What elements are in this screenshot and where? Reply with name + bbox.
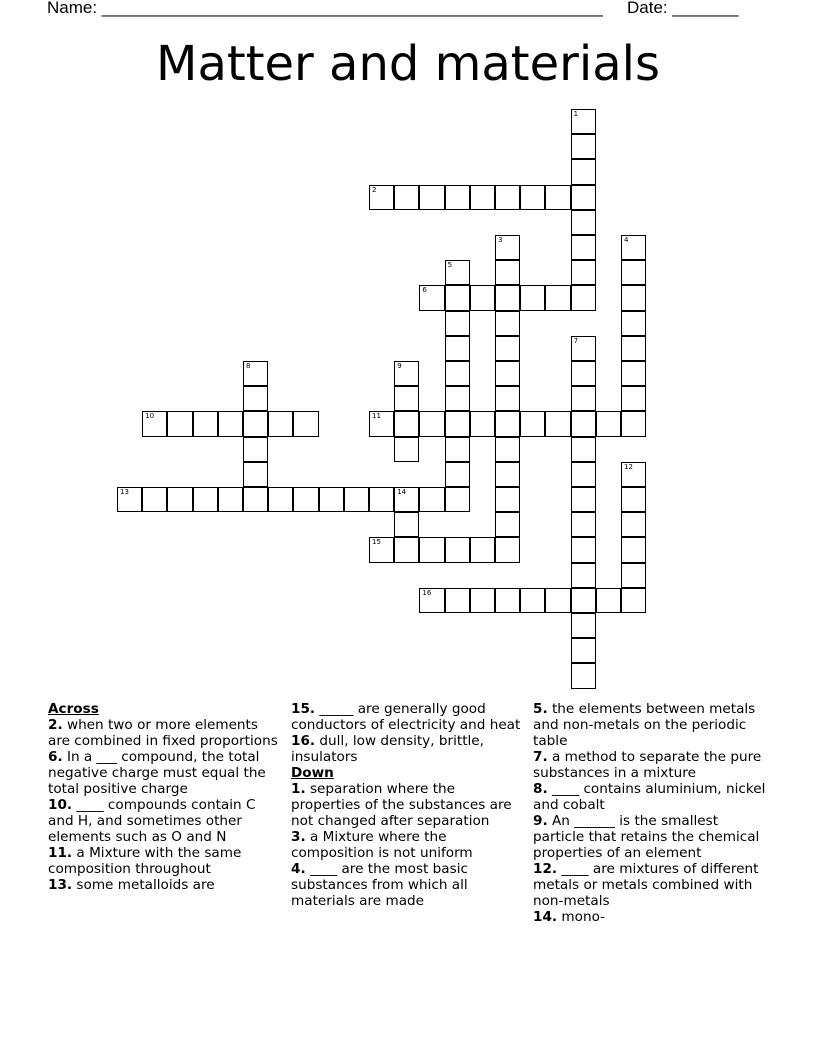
grid-cell[interactable] bbox=[319, 487, 344, 512]
clue-number: 8 bbox=[246, 362, 251, 370]
grid-cell[interactable] bbox=[394, 386, 419, 411]
grid-cell[interactable] bbox=[243, 411, 268, 436]
grid-cell[interactable] bbox=[520, 285, 545, 310]
clue-text: In a ___ compound, the total negative charge must equal the total positive charge bbox=[48, 749, 266, 797]
grid-cell[interactable] bbox=[369, 537, 394, 562]
grid-cell[interactable] bbox=[621, 462, 646, 487]
clue-text: _____ are generally good conductors of electricity and heat bbox=[291, 701, 521, 733]
across-clue bbox=[48, 877, 284, 893]
grid-cell[interactable] bbox=[394, 411, 419, 436]
grid-cell[interactable] bbox=[369, 185, 394, 210]
clue-number: 7. bbox=[533, 749, 548, 765]
clue-number: 10. bbox=[48, 797, 73, 813]
grid-cell[interactable] bbox=[621, 336, 646, 361]
grid-cell[interactable] bbox=[571, 361, 596, 386]
clue-number: 4. bbox=[291, 861, 306, 877]
grid-cell[interactable] bbox=[621, 411, 646, 436]
clue-number: 1. bbox=[291, 781, 306, 797]
clue-number: 5 bbox=[447, 261, 453, 270]
grid-cell[interactable] bbox=[445, 361, 470, 386]
grid-cell[interactable] bbox=[571, 386, 596, 411]
grid-cell[interactable] bbox=[621, 563, 646, 588]
clue-text: ____ compounds contain C and H, and sometimes other elements such as O and N bbox=[48, 797, 256, 845]
grid-cell[interactable] bbox=[621, 285, 646, 310]
clue-number: 9. bbox=[533, 813, 548, 829]
grid-cell[interactable] bbox=[495, 386, 520, 411]
grid-cell[interactable] bbox=[520, 411, 545, 436]
grid-cell[interactable] bbox=[445, 588, 470, 613]
across-clue bbox=[291, 733, 523, 765]
clues-column-1 bbox=[48, 701, 284, 893]
clue-text: some metalloids are bbox=[72, 877, 215, 893]
grid-cell[interactable] bbox=[571, 235, 596, 260]
across-clue bbox=[48, 717, 284, 749]
grid-cell[interactable] bbox=[571, 613, 596, 638]
across-clue bbox=[48, 749, 284, 797]
name-field-label: Name: _____________________________________________________ bbox=[47, 0, 603, 17]
grid-cell[interactable] bbox=[394, 361, 419, 386]
grid-cell[interactable] bbox=[193, 487, 218, 512]
grid-cell[interactable] bbox=[571, 109, 596, 134]
down-heading: Down bbox=[291, 765, 334, 781]
grid-cell[interactable] bbox=[243, 437, 268, 462]
grid-cell[interactable] bbox=[495, 437, 520, 462]
clue-number: 2 bbox=[372, 185, 377, 194]
grid-cell[interactable] bbox=[445, 462, 470, 487]
grid-cell[interactable] bbox=[545, 411, 570, 436]
grid-cell[interactable] bbox=[621, 512, 646, 537]
grid-cell[interactable] bbox=[621, 361, 646, 386]
grid-cell[interactable] bbox=[445, 437, 470, 462]
clue-number: 16. bbox=[291, 733, 316, 749]
grid-cell[interactable] bbox=[470, 185, 495, 210]
clue-number: 7 bbox=[573, 336, 579, 345]
grid-cell[interactable] bbox=[495, 462, 520, 487]
down-clue bbox=[533, 909, 769, 925]
grid-cell[interactable] bbox=[268, 487, 293, 512]
grid-cell[interactable] bbox=[193, 411, 218, 436]
grid-cell[interactable] bbox=[142, 487, 167, 512]
grid-cell[interactable] bbox=[167, 411, 192, 436]
grid-cell[interactable] bbox=[445, 185, 470, 210]
grid-cell[interactable] bbox=[394, 185, 419, 210]
down-clue bbox=[291, 829, 523, 861]
grid-cell[interactable] bbox=[571, 563, 596, 588]
clue-number: 3. bbox=[291, 829, 306, 845]
grid-cell[interactable] bbox=[571, 512, 596, 537]
grid-cell[interactable] bbox=[571, 210, 596, 235]
clue-text: the elements between metals and non-metals on the periodic table bbox=[533, 701, 756, 749]
grid-cell[interactable] bbox=[571, 462, 596, 487]
down-clue bbox=[533, 749, 769, 781]
grid-cell[interactable] bbox=[445, 487, 470, 512]
grid-cell[interactable] bbox=[243, 361, 268, 386]
grid-cell[interactable] bbox=[621, 487, 646, 512]
clue-number: 3 bbox=[498, 236, 503, 244]
clue-text: when two or more elements are combined in fixed proportions bbox=[48, 717, 278, 749]
date-field-label: Date: _______ bbox=[627, 0, 739, 17]
grid-cell[interactable] bbox=[545, 588, 570, 613]
clue-text: mono- bbox=[557, 909, 606, 925]
down-clue bbox=[533, 781, 769, 813]
grid-cell[interactable] bbox=[571, 411, 596, 436]
grid-cell[interactable] bbox=[268, 411, 293, 436]
grid-cell[interactable] bbox=[571, 159, 596, 184]
grid-cell[interactable] bbox=[218, 487, 243, 512]
grid-cell[interactable] bbox=[394, 512, 419, 537]
grid-cell[interactable] bbox=[394, 487, 419, 512]
clue-text: An ______ is the smallest particle that retains the chemical properties of an element bbox=[533, 813, 760, 861]
clue-number: 6. bbox=[48, 749, 63, 765]
grid-cell[interactable] bbox=[445, 311, 470, 336]
grid-cell[interactable] bbox=[243, 487, 268, 512]
clue-text: ____ are the most basic substances from which all materials are made bbox=[291, 861, 468, 909]
grid-cell[interactable] bbox=[419, 588, 444, 613]
grid-cell[interactable] bbox=[571, 663, 596, 688]
grid-cell[interactable] bbox=[571, 638, 596, 663]
grid-cell[interactable] bbox=[495, 411, 520, 436]
grid-cell[interactable] bbox=[419, 487, 444, 512]
grid-cell[interactable] bbox=[495, 537, 520, 562]
across-clue bbox=[48, 845, 284, 877]
clue-text: ____ are mixtures of different metals or metals combined with non-metals bbox=[533, 861, 759, 909]
clue-number: 13. bbox=[48, 877, 73, 893]
grid-cell[interactable] bbox=[293, 411, 318, 436]
grid-cell[interactable] bbox=[445, 285, 470, 310]
grid-cell[interactable] bbox=[596, 411, 621, 436]
clue-number: 10 bbox=[145, 412, 155, 421]
clue-number: 14. bbox=[533, 909, 558, 925]
grid-cell[interactable] bbox=[571, 588, 596, 613]
grid-cell[interactable] bbox=[142, 411, 167, 436]
grid-cell[interactable] bbox=[596, 588, 621, 613]
clue-number: 9 bbox=[397, 362, 402, 370]
clue-text: separation where the properties of the substances are not changed after separation bbox=[291, 781, 512, 829]
grid-cell[interactable] bbox=[495, 512, 520, 537]
grid-cell[interactable] bbox=[621, 235, 646, 260]
across-clue bbox=[48, 797, 284, 845]
grid-cell[interactable] bbox=[495, 361, 520, 386]
grid-cell[interactable] bbox=[495, 185, 520, 210]
down-clue bbox=[291, 861, 523, 909]
grid-cell[interactable] bbox=[419, 411, 444, 436]
grid-cell[interactable] bbox=[470, 411, 495, 436]
grid-cell[interactable] bbox=[117, 487, 142, 512]
clue-number: 13 bbox=[120, 488, 129, 496]
grid-cell[interactable] bbox=[571, 185, 596, 210]
grid-cell[interactable] bbox=[621, 537, 646, 562]
grid-cell[interactable] bbox=[495, 285, 520, 310]
grid-cell[interactable] bbox=[571, 134, 596, 159]
grid-cell[interactable] bbox=[545, 285, 570, 310]
across-clue bbox=[291, 701, 523, 733]
grid-cell[interactable] bbox=[520, 588, 545, 613]
grid-cell[interactable] bbox=[394, 537, 419, 562]
grid-cell[interactable] bbox=[621, 260, 646, 285]
grid-cell[interactable] bbox=[419, 285, 444, 310]
grid-cell[interactable] bbox=[495, 260, 520, 285]
grid-cell[interactable] bbox=[243, 462, 268, 487]
grid-cell[interactable] bbox=[445, 386, 470, 411]
grid-cell[interactable] bbox=[394, 437, 419, 462]
clue-number: 8. bbox=[533, 781, 548, 797]
clue-number: 15. bbox=[291, 701, 316, 717]
down-clue bbox=[533, 861, 769, 909]
clue-number: 4 bbox=[624, 236, 629, 244]
clue-number: 5. bbox=[533, 701, 548, 717]
clue-text: ____ contains aluminium, nickel and cobalt bbox=[533, 781, 766, 813]
clue-number: 16 bbox=[422, 588, 432, 597]
clue-number: 12 bbox=[624, 462, 633, 471]
grid-cell[interactable] bbox=[369, 411, 394, 436]
grid-cell[interactable] bbox=[495, 588, 520, 613]
grid-cell[interactable] bbox=[470, 588, 495, 613]
grid-cell[interactable] bbox=[419, 537, 444, 562]
clue-number: 12. bbox=[533, 861, 558, 877]
grid-cell[interactable] bbox=[621, 311, 646, 336]
grid-cell[interactable] bbox=[571, 437, 596, 462]
grid-cell[interactable] bbox=[293, 487, 318, 512]
clue-text: a Mixture where the composition is not uniform bbox=[291, 829, 473, 861]
grid-cell[interactable] bbox=[571, 537, 596, 562]
grid-cell[interactable] bbox=[470, 285, 495, 310]
grid-cell[interactable] bbox=[218, 411, 243, 436]
clue-number: 6 bbox=[422, 286, 427, 295]
clue-number: 11 bbox=[372, 412, 381, 421]
grid-cell[interactable] bbox=[419, 185, 444, 210]
grid-cell[interactable] bbox=[495, 311, 520, 336]
clue-number: 15 bbox=[372, 538, 381, 547]
grid-cell[interactable] bbox=[520, 185, 545, 210]
clue-text: a method to separate the pure substances in a mixture bbox=[533, 749, 762, 781]
clue-number: 11. bbox=[48, 845, 73, 861]
page-title: Matter and materials bbox=[156, 36, 660, 92]
grid-cell[interactable] bbox=[571, 487, 596, 512]
grid-cell[interactable] bbox=[445, 537, 470, 562]
clue-text: dull, low density, brittle, insulators bbox=[291, 733, 484, 765]
grid-cell[interactable] bbox=[621, 386, 646, 411]
grid-cell[interactable] bbox=[167, 487, 192, 512]
grid-cell[interactable] bbox=[495, 336, 520, 361]
down-clue bbox=[533, 701, 769, 749]
grid-cell[interactable] bbox=[495, 487, 520, 512]
clues-column-3 bbox=[533, 701, 769, 925]
grid-cell[interactable] bbox=[470, 537, 495, 562]
grid-cell[interactable] bbox=[445, 411, 470, 436]
clue-number: 14 bbox=[397, 488, 407, 496]
grid-cell[interactable] bbox=[243, 386, 268, 411]
grid-cell[interactable] bbox=[445, 260, 470, 285]
down-clue bbox=[291, 781, 523, 829]
grid-cell[interactable] bbox=[495, 235, 520, 260]
grid-cell[interactable] bbox=[571, 336, 596, 361]
grid-cell[interactable] bbox=[344, 487, 369, 512]
grid-cell[interactable] bbox=[571, 260, 596, 285]
clue-number: 2. bbox=[48, 717, 63, 733]
clue-text: a Mixture with the same composition throughout bbox=[48, 845, 242, 877]
clues-column-2 bbox=[291, 701, 523, 909]
grid-cell[interactable] bbox=[445, 336, 470, 361]
across-heading: Across bbox=[48, 701, 99, 717]
down-clue bbox=[533, 813, 769, 861]
grid-cell[interactable] bbox=[369, 487, 394, 512]
grid-cell[interactable] bbox=[621, 588, 646, 613]
grid-cell[interactable] bbox=[545, 185, 570, 210]
grid-cell[interactable] bbox=[571, 285, 596, 310]
clue-number: 1 bbox=[573, 110, 579, 118]
